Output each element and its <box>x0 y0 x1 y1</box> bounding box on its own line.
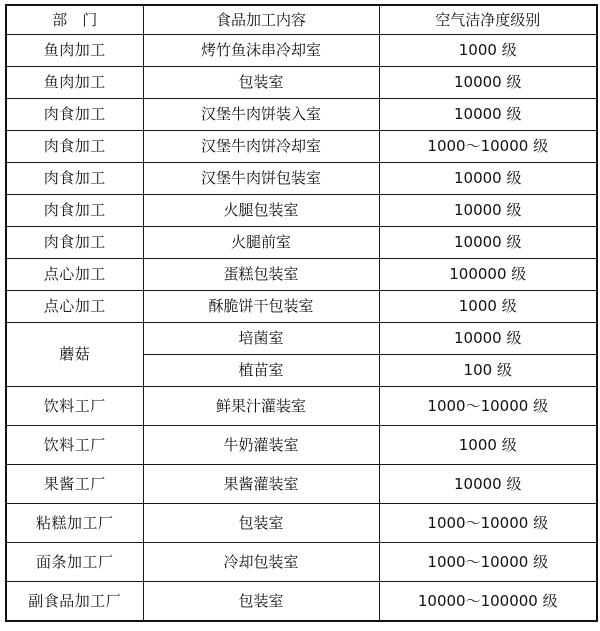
table-header-row <box>6 5 597 35</box>
department-cell: 饮料工厂 <box>6 387 143 426</box>
table-row <box>6 131 597 163</box>
table-row <box>6 387 597 426</box>
level-cell: 10000 级 <box>379 227 597 259</box>
content-cell: 烤竹鱼沫串冷却室 <box>143 35 379 67</box>
level-cell: 1000 级 <box>379 35 597 67</box>
department-cell: 肉食加工 <box>6 99 143 131</box>
department-cell: 果酱工厂 <box>6 465 143 504</box>
content-cell: 酥脆饼干包装室 <box>143 291 379 323</box>
level-cell: 10000 级 <box>379 67 597 99</box>
table-row <box>6 582 597 622</box>
table-row <box>6 67 597 99</box>
level-cell: 10000 级 <box>379 465 597 504</box>
department-cell-merged: 蘑菇 <box>6 323 143 387</box>
level-cell: 10000 级 <box>379 163 597 195</box>
content-cell: 汉堡牛肉饼装入室 <box>143 99 379 131</box>
level-cell: 1000～10000 级 <box>379 504 597 543</box>
header-processing-content: 食品加工内容 <box>143 5 379 35</box>
department-cell: 面条加工厂 <box>6 543 143 582</box>
content-cell: 包装室 <box>143 582 379 622</box>
content-cell: 蛋糕包装室 <box>143 259 379 291</box>
level-cell: 100000 级 <box>379 259 597 291</box>
table-row <box>6 195 597 227</box>
cleanliness-table <box>5 4 598 622</box>
level-cell: 1000～10000 级 <box>379 543 597 582</box>
level-cell: 10000 级 <box>379 323 597 355</box>
table-row <box>6 504 597 543</box>
department-cell: 副食品加工厂 <box>6 582 143 622</box>
level-cell: 1000～10000 级 <box>379 131 597 163</box>
table-row <box>6 543 597 582</box>
content-cell: 冷却包装室 <box>143 543 379 582</box>
level-cell: 10000 级 <box>379 99 597 131</box>
department-cell: 肉食加工 <box>6 195 143 227</box>
level-cell: 1000～10000 级 <box>379 387 597 426</box>
level-cell: 10000～100000 级 <box>379 582 597 622</box>
department-cell: 点心加工 <box>6 291 143 323</box>
content-cell: 牛奶灌装室 <box>143 426 379 465</box>
content-cell: 汉堡牛肉饼冷却室 <box>143 131 379 163</box>
table-row <box>6 291 597 323</box>
content-cell: 培菌室 <box>143 323 379 355</box>
content-cell: 植苗室 <box>143 355 379 387</box>
table-row <box>6 426 597 465</box>
department-cell: 粘糕加工厂 <box>6 504 143 543</box>
level-cell: 1000 级 <box>379 426 597 465</box>
table-row <box>6 465 597 504</box>
department-cell: 肉食加工 <box>6 227 143 259</box>
content-cell: 鲜果汁灌装室 <box>143 387 379 426</box>
header-cleanliness-level: 空气洁净度级别 <box>379 5 597 35</box>
content-cell: 包装室 <box>143 67 379 99</box>
table-row <box>6 227 597 259</box>
department-cell: 肉食加工 <box>6 131 143 163</box>
content-cell: 包装室 <box>143 504 379 543</box>
department-cell: 鱼肉加工 <box>6 35 143 67</box>
content-cell: 火腿前室 <box>143 227 379 259</box>
level-cell: 100 级 <box>379 355 597 387</box>
department-cell: 鱼肉加工 <box>6 67 143 99</box>
content-cell: 果酱灌装室 <box>143 465 379 504</box>
content-cell: 汉堡牛肉饼包装室 <box>143 163 379 195</box>
table-row <box>6 35 597 67</box>
content-cell: 火腿包装室 <box>143 195 379 227</box>
table-row <box>6 99 597 131</box>
department-cell: 饮料工厂 <box>6 426 143 465</box>
table-row <box>6 323 597 355</box>
department-cell: 肉食加工 <box>6 163 143 195</box>
level-cell: 10000 级 <box>379 195 597 227</box>
header-department: 部 门 <box>6 5 143 35</box>
department-cell: 点心加工 <box>6 259 143 291</box>
table-row <box>6 259 597 291</box>
table-row <box>6 163 597 195</box>
level-cell: 1000 级 <box>379 291 597 323</box>
